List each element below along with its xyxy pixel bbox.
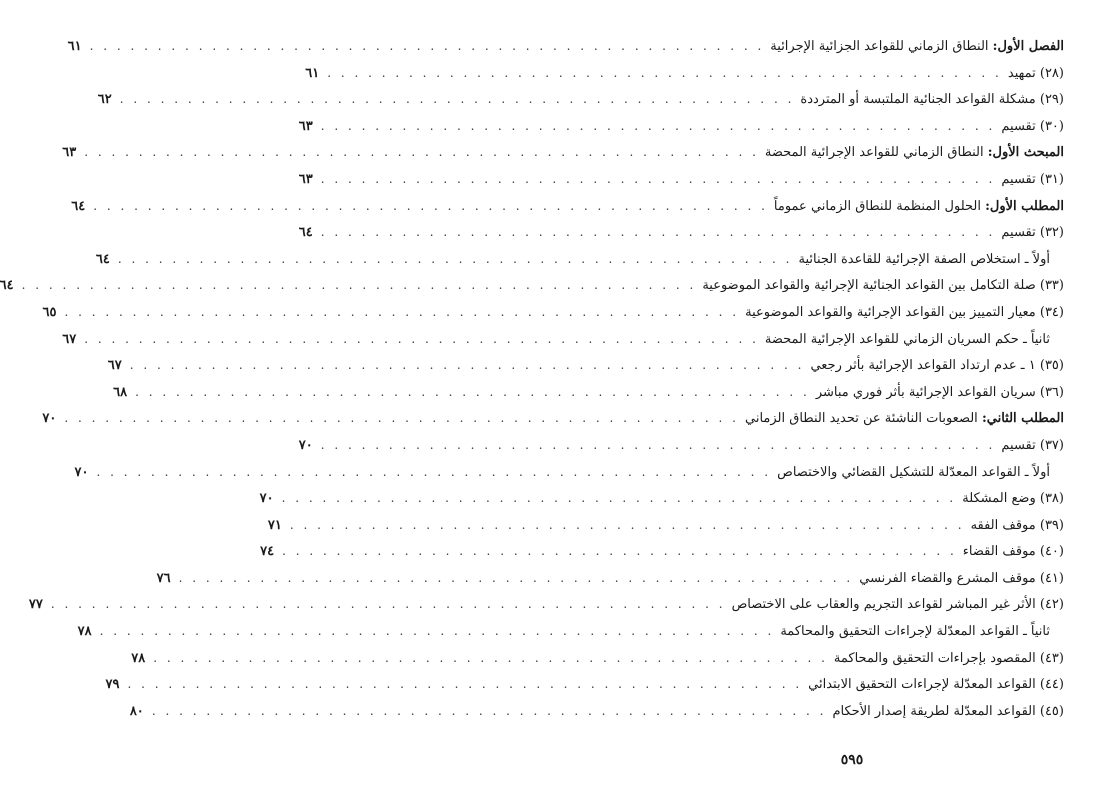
toc-entry (74, 462, 1064, 489)
toc-entry-page-number: ٦٢ (97, 92, 112, 108)
toc-entry (62, 329, 1064, 356)
dot-leader: . . . . . . . . . . . . . . . . . . . . . . . . . . . . . . . . . . . . . . . . . . . . . . . . . . (96, 464, 772, 479)
toc-entry-page-number: ٨٠ (129, 703, 144, 719)
toc-entry-page-number: ٧٠ (42, 411, 57, 427)
dot-leader: . . . . . . . . . . . . . . . . . . . . . . . . . . . . . . . . . . . . . . . . . . . . . . . . . . (127, 677, 803, 692)
toc-entry-title (765, 143, 1064, 163)
toc-entry-page-number: ٧٦ (156, 570, 171, 586)
toc-entry (298, 169, 1064, 196)
toc-entry-title (732, 595, 1064, 615)
toc-entry-text: (٣٩) موقف الفقه (970, 517, 1064, 533)
dot-leader: . . . . . . . . . . . . . . . . . . . . . . . . . . . . . . . . . . . . . . . . . . . . . . . . . . (99, 624, 775, 639)
toc-entry-text: النطاق الزماني للقواعد الإجرائية المحضة (764, 145, 988, 161)
toc-entry (267, 515, 1064, 542)
toc-entry (105, 674, 1064, 701)
table-of-contents (0, 36, 1064, 727)
dot-leader: . . . . . . . . . . . . . . . . . . . . . . . . . . . . . . . . . . . . . . . . . . . . . . . . . . (117, 251, 793, 266)
toc-entry-text: (٤٢) الأثر غير المباشر لقواعد التجريم والعقاب على الاختصاص (731, 597, 1064, 613)
toc-entry (298, 435, 1064, 462)
toc-entry-page-number: ٦١ (67, 39, 82, 54)
toc-entry-title (745, 409, 1064, 429)
toc-entry-page-number: ٧٠ (74, 464, 89, 480)
toc-entry (305, 63, 1064, 90)
toc-entry-page-number: ٧٤ (260, 544, 275, 560)
toc-entry-text: أولاً ـ القواعد المعدّلة للتشكيل القضائي والاختصاص (777, 464, 1050, 480)
dot-leader: . . . . . . . . . . . . . . . . . . . . . . . . . . . . . . . . . . . . . . . . . . . . . . . . . . (151, 703, 827, 718)
toc-entry (95, 249, 1064, 276)
toc-entry-text: (٣٣) صلة التكامل بين القواعد الجنائية الإجرائية والقواعد الموضوعية (702, 278, 1064, 294)
dot-leader: . . . . . . . . . . . . . . . . . . . . . . . . . . . . . . . . . . . . . . . . . . . . . . . . . . (129, 358, 805, 373)
toc-entry-page-number: ٧٨ (77, 624, 92, 640)
toc-entry-title (963, 542, 1064, 562)
toc-entry-text: ثانياً ـ القواعد المعدّلة لإجراءات التحقيق والمحاكمة (780, 624, 1050, 640)
toc-entry-text: (٣٠) تقسيم (1001, 118, 1064, 134)
toc-entry (71, 196, 1064, 223)
toc-entry-text: (٣٧) تقسيم (1001, 437, 1064, 453)
toc-entry-text: (٣٢) تقسيم (1001, 225, 1064, 241)
dot-leader: . . . . . . . . . . . . . . . . . . . . . . . . . . . . . . . . . . . . . . . . . . . . . . . . . . (320, 437, 996, 452)
dot-leader: . . . . . . . . . . . . . . . . . . . . . . . . . . . . . . . . . . . . . . . . . . . . . . . . . . (119, 92, 795, 107)
toc-entry-title (971, 516, 1064, 536)
toc-entry-page-number: ٧٩ (105, 677, 120, 693)
toc-entry-text: أولاً ـ استخلاص الصفة الإجرائية للقاعدة الجنائية (798, 251, 1050, 267)
toc-entry-page-number: ٧٠ (259, 491, 274, 507)
dot-leader: . . . . . . . . . . . . . . . . . . . . . . . . . . . . . . . . . . . . . . . . . . . . . . . . . . (89, 39, 765, 53)
toc-entry-page-number: ٦٨ (113, 384, 128, 400)
dot-leader: . . . . . . . . . . . . . . . . . . . . . . . . . . . . . . . . . . . . . . . . . . . . . . . . . . (50, 597, 726, 612)
toc-entry-label: المبحث الأول: (987, 145, 1064, 161)
page-number-footer: ٥٩٥ (840, 752, 864, 768)
toc-entry-title (774, 197, 1064, 217)
dot-leader: . . . . . . . . . . . . . . . . . . . . . . . . . . . . . . . . . . . . . . . . . . . . . . . . . . (153, 650, 828, 665)
toc-entry-title (780, 622, 1050, 642)
toc-entry-text: (٣٨) وضع المشكلة (962, 491, 1064, 507)
toc-entry (42, 302, 1064, 329)
toc-entry-page-number: ٦١ (305, 65, 320, 81)
toc-entry-page-number: ٦٤ (0, 278, 14, 294)
toc-entry-title (1008, 64, 1064, 84)
toc-entry (131, 648, 1064, 675)
toc-entry (97, 89, 1064, 116)
toc-entry-title (745, 303, 1064, 323)
toc-entry-page-number: ٧٠ (298, 437, 313, 453)
toc-entry-page-number: ٦٤ (71, 198, 86, 214)
toc-entry-text: (٤٤) القواعد المعدّلة لإجراءات التحقيق الابتدائي (808, 677, 1064, 693)
toc-entry-label: الفصل الأول: (992, 39, 1064, 54)
toc-entry-title (800, 90, 1064, 110)
toc-entry-text: (٤٥) القواعد المعدّلة لطريقة إصدار الأحكام (832, 703, 1064, 719)
toc-entry-title (1001, 223, 1064, 243)
dot-leader: . . . . . . . . . . . . . . . . . . . . . . . . . . . . . . . . . . . . . . . . . . . . . . . . . . (281, 491, 957, 506)
toc-entry-text: (٤٣) المقصود بإجراءات التحقيق والمحاكمة (833, 650, 1064, 666)
toc-entry-label: المطلب الأول: (985, 198, 1064, 214)
toc-entry-title (808, 675, 1064, 695)
toc-entry-text: النطاق الزماني للقواعد الجزائية الإجرائية (770, 39, 993, 54)
toc-entry (129, 701, 1064, 728)
toc-entry (28, 594, 1064, 621)
dot-leader: . . . . . . . . . . . . . . . . . . . . . . . . . . . . . . . . . . . . . . . . . . . . . . . . . . (21, 278, 697, 293)
toc-entry-text: الصعوبات الناشئة عن تحديد النطاق الزماني (744, 411, 982, 427)
dot-leader: . . . . . . . . . . . . . . . . . . . . . . . . . . . . . . . . . . . . . . . . . . . . . . . . . . (320, 171, 996, 186)
toc-entry-title (834, 649, 1064, 669)
toc-entry-page-number: ٦٥ (42, 304, 57, 320)
toc-entry (156, 568, 1064, 595)
toc-entry-title (1001, 436, 1064, 456)
toc-entry-title (1001, 170, 1064, 190)
toc-entry-text: (٣٤) معيار التمييز بين القواعد الإجرائية والقواعد الموضوعية (745, 304, 1064, 320)
toc-entry-text: الحلول المنظمة للنطاق الزماني عموماً (773, 198, 986, 214)
dot-leader: . . . . . . . . . . . . . . . . . . . . . . . . . . . . . . . . . . . . . . . . . . . . . . . . . . (320, 225, 996, 240)
toc-entry-page-number: ٦٣ (298, 171, 313, 187)
toc-entry-text: (٢٩) مشكلة القواعد الجنائية الملتبسة أو المترددة (800, 92, 1064, 108)
toc-entry-title (832, 702, 1064, 722)
toc-entry-text: (٣٥) ١ ـ عدم ارتداد القواعد الإجرائية بأثر رجعي (810, 358, 1064, 374)
dot-leader: . . . . . . . . . . . . . . . . . . . . . . . . . . . . . . . . . . . . . . . . . . . . . . . . . . (64, 411, 739, 426)
toc-entry-page-number: ٦٧ (107, 358, 122, 374)
dot-leader: . . . . . . . . . . . . . . . . . . . . . . . . . . . . . . . . . . . . . . . . . . . . . . . . . . (64, 304, 740, 319)
toc-entry (0, 275, 1064, 302)
toc-entry-title (702, 276, 1064, 296)
toc-entry (113, 382, 1064, 409)
toc-entry-title (816, 383, 1064, 403)
toc-entry-page-number: ٦٣ (298, 118, 313, 134)
toc-entry-page-number: ٦٤ (298, 225, 313, 241)
toc-entry-text: (٢٨) تمهيد (1007, 65, 1064, 81)
toc-entry-page-number: ٧١ (267, 517, 282, 533)
toc-entry (42, 408, 1064, 435)
toc-entry (62, 142, 1064, 169)
toc-entry-page-number: ٧٨ (131, 650, 146, 666)
dot-leader: . . . . . . . . . . . . . . . . . . . . . . . . . . . . . . . . . . . . . . . . . . . . . . . . . . (178, 570, 854, 585)
toc-entry-title (777, 463, 1050, 483)
toc-entry (260, 541, 1064, 568)
toc-entry-page-number: ٦٧ (62, 331, 77, 347)
dot-leader: . . . . . . . . . . . . . . . . . . . . . . . . . . . . . . . . . . . . . . . . . . . . . . . . . . (327, 65, 1002, 80)
dot-leader: . . . . . . . . . . . . . . . . . . . . . . . . . . . . . . . . . . . . . . . . . . . . . . . . . . (84, 331, 759, 346)
toc-entry-title (859, 569, 1064, 589)
dot-leader: . . . . . . . . . . . . . . . . . . . . . . . . . . . . . . . . . . . . . . . . . . . . . . . . . . (320, 118, 996, 133)
toc-entry-title (1001, 117, 1064, 137)
toc-entry (107, 355, 1064, 382)
toc-entry-page-number: ٦٤ (95, 251, 110, 267)
toc-entry-title (798, 250, 1050, 270)
toc-entry-text: (٣١) تقسيم (1001, 171, 1064, 187)
dot-leader: . . . . . . . . . . . . . . . . . . . . . . . . . . . . . . . . . . . . . . . . . . . . . . . . . . (289, 517, 965, 532)
toc-entry-title (770, 37, 1064, 57)
toc-entry-title (962, 489, 1064, 509)
toc-entry-label: المطلب الثاني: (981, 411, 1064, 427)
toc-entry-text: (٤١) موقف المشرع والقضاء الفرنسي (859, 570, 1064, 586)
toc-entry-title (810, 356, 1064, 376)
toc-entry (298, 116, 1064, 143)
toc-entry-text: ثانياً ـ حكم السريان الزماني للقواعد الإجرائية المحضة (764, 331, 1050, 347)
toc-entry-page-number: ٧٧ (28, 597, 43, 613)
dot-leader: . . . . . . . . . . . . . . . . . . . . . . . . . . . . . . . . . . . . . . . . . . . . . . . . . . (84, 145, 759, 160)
toc-entry (298, 222, 1064, 249)
toc-entry (259, 488, 1064, 515)
dot-leader: . . . . . . . . . . . . . . . . . . . . . . . . . . . . . . . . . . . . . . . . . . . . . . . . . . (93, 198, 768, 213)
toc-entry (77, 621, 1064, 648)
toc-entry-page-number: ٦٣ (62, 145, 77, 161)
dot-leader: . . . . . . . . . . . . . . . . . . . . . . . . . . . . . . . . . . . . . . . . . . . . . . . . . . (282, 544, 957, 559)
toc-entry-text: (٣٦) سريان القواعد الإجرائية بأثر فوري مباشر (815, 384, 1064, 400)
toc-entry (67, 36, 1064, 63)
dot-leader: . . . . . . . . . . . . . . . . . . . . . . . . . . . . . . . . . . . . . . . . . . . . . . . . . . (135, 384, 810, 399)
toc-entry-title (765, 330, 1050, 350)
toc-entry-text: (٤٠) موقف القضاء (962, 544, 1064, 560)
